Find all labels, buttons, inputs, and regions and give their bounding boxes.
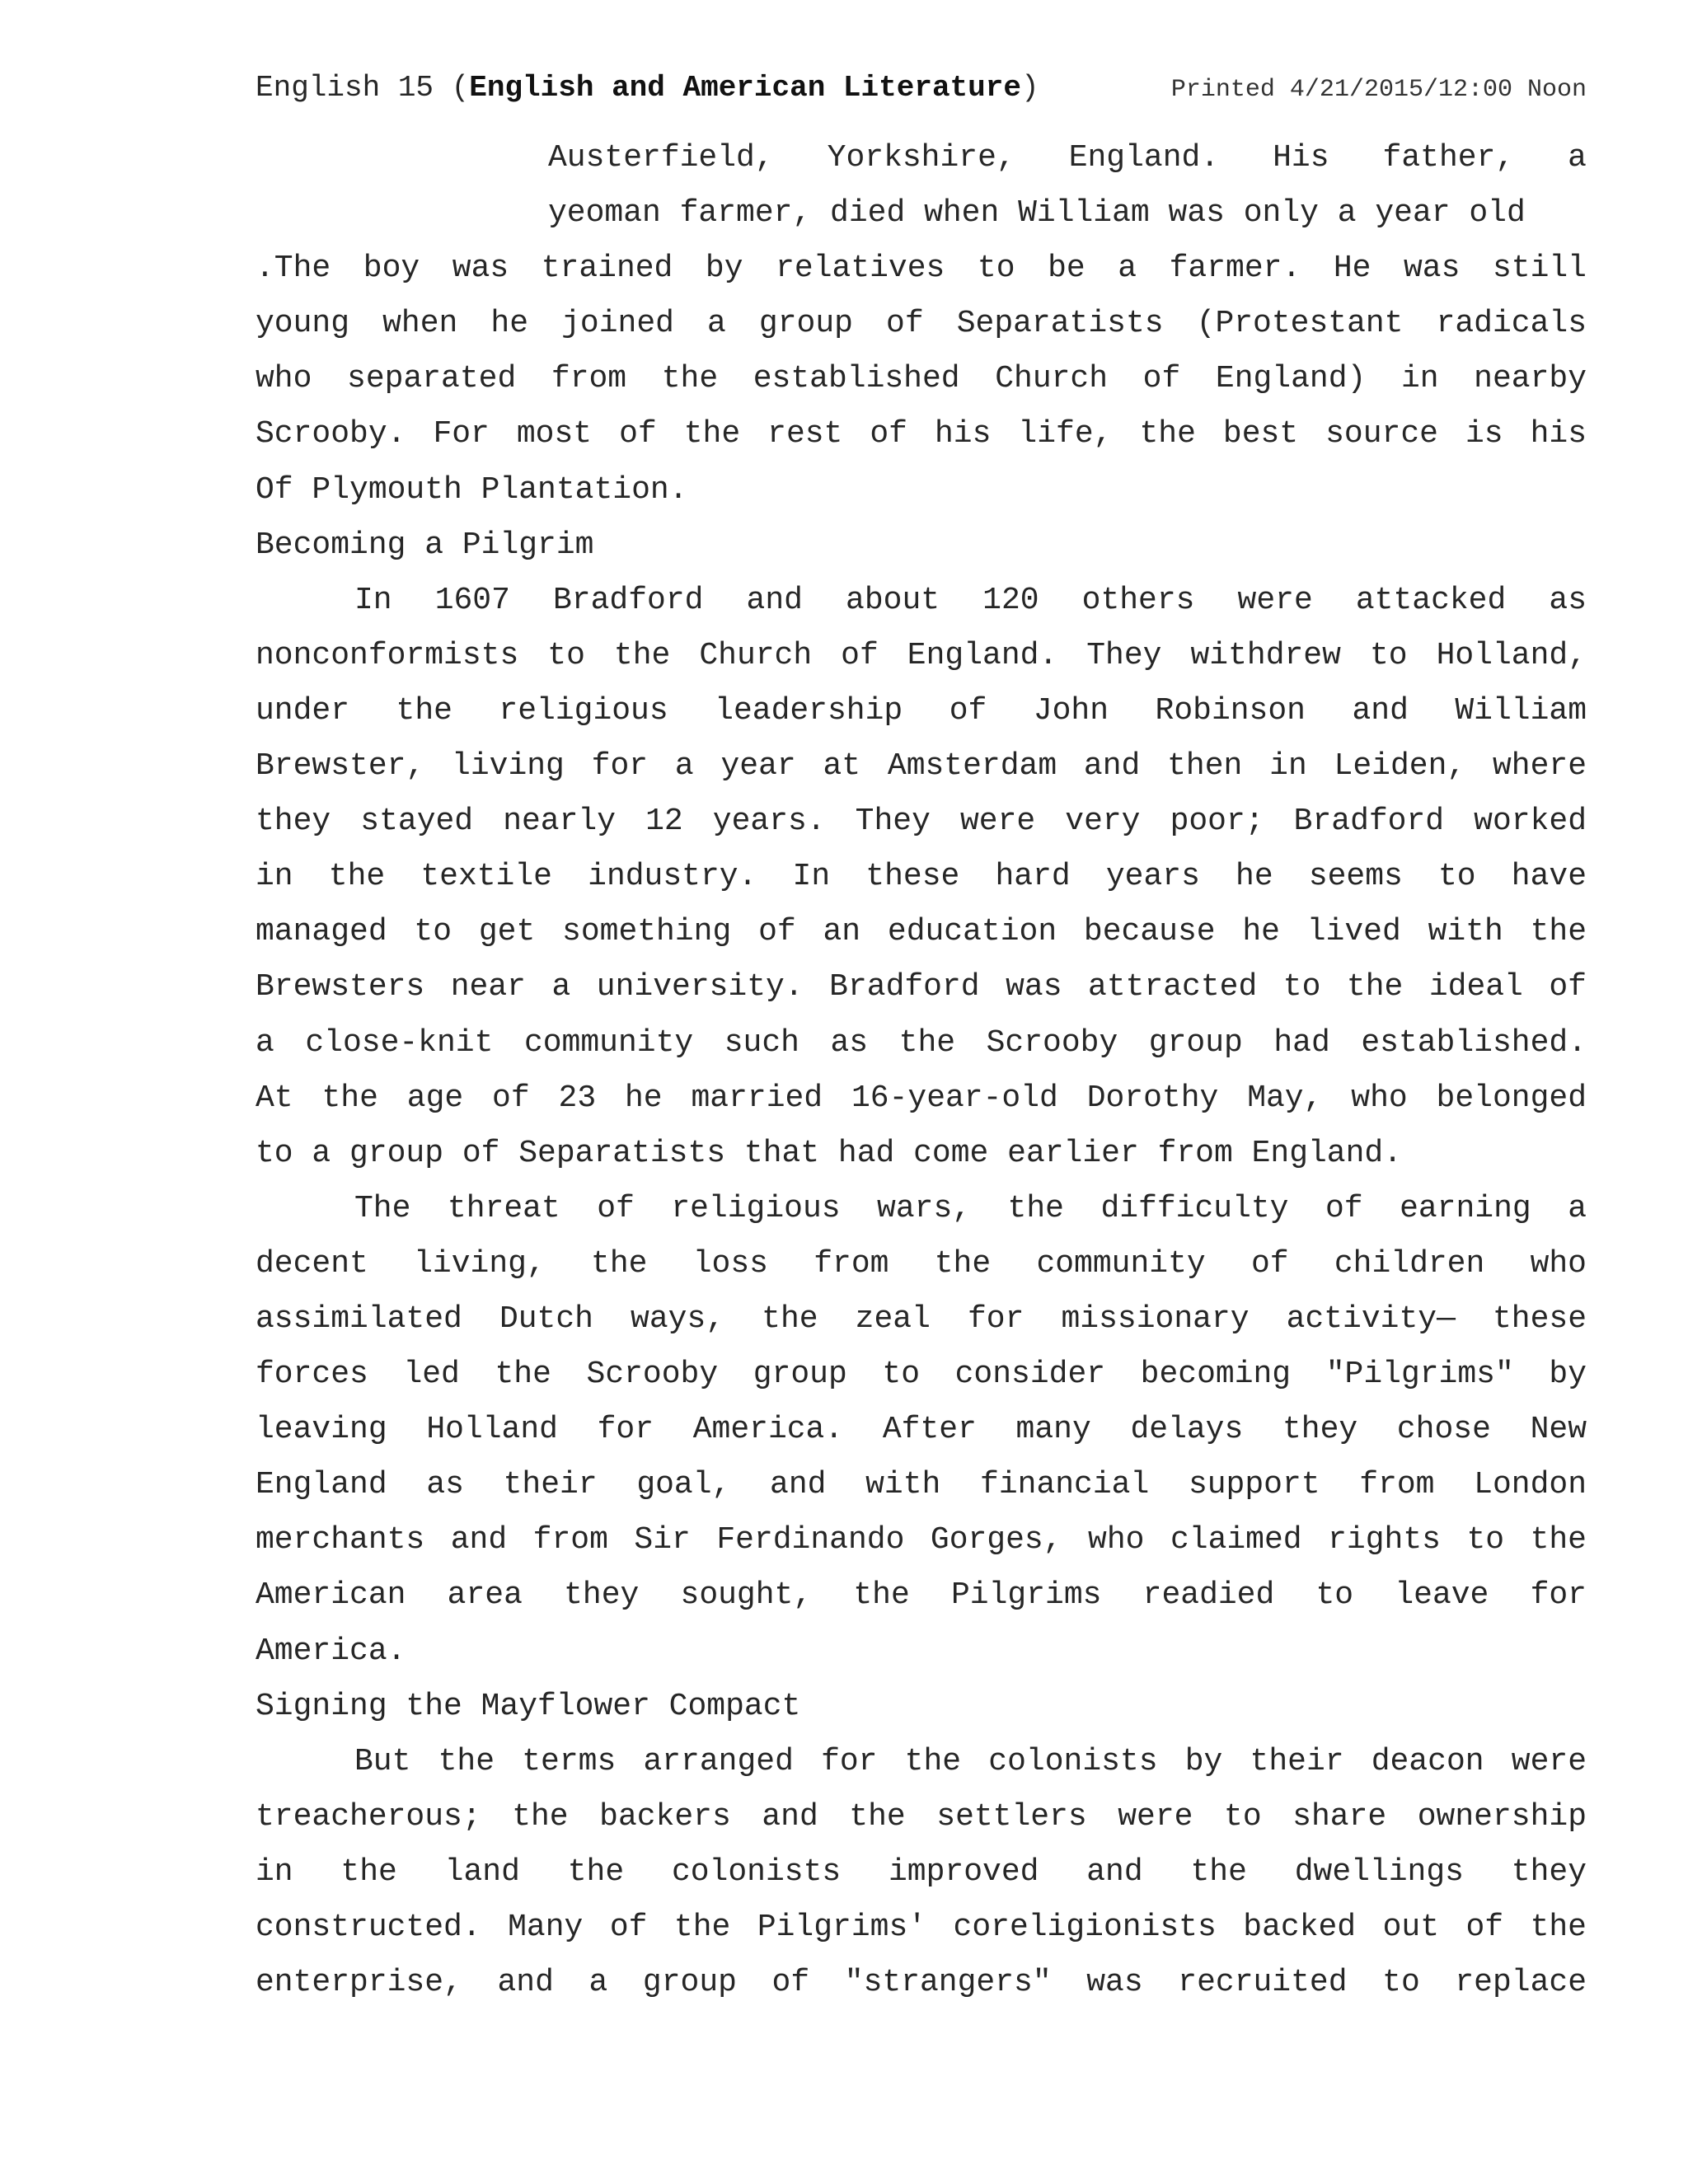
text-line: they stayed nearly 12 years. They were very poor; Bradford worked [256, 804, 1587, 840]
course-label-close: ) [1020, 71, 1039, 105]
text-line: a close-knit community such as the Scrooby group had established. [256, 1024, 1587, 1061]
text-line: under the religious leadership of John Robinson and William [256, 692, 1587, 729]
text-line: who separated from the established Church of England) in nearby [256, 361, 1587, 397]
text-line: managed to get something of an education because he lived with the [256, 914, 1587, 950]
print-timestamp: Printed 4/21/2015/12:00 Noon [1170, 76, 1587, 104]
text-line: Of Plymouth Plantation. [256, 471, 688, 508]
text-line: nonconformists to the Church of England. They withdrew to Holland, [256, 637, 1587, 673]
text-line: Brewster, living for a year at Amsterdam and then in Leiden, where [256, 748, 1587, 785]
section-heading: Becoming a Pilgrim [256, 527, 594, 563]
course-title [256, 68, 1039, 109]
page-header [256, 68, 1587, 109]
text-line: But the terms arranged for the colonists by their deacon were [354, 1743, 1587, 1779]
text-line: At the age of 23 he married 16-year-old Dorothy May, who belonged [256, 1080, 1587, 1116]
text-line: treacherous; the backers and the settlers were to share ownership [256, 1798, 1587, 1835]
text-line: young when he joined a group of Separatists (Protestant radicals [256, 306, 1587, 342]
text-line: decent living, the loss from the community of children who [256, 1245, 1587, 1282]
text-line: merchants and from Sir Ferdinando Gorges, who claimed rights to the [256, 1522, 1587, 1558]
text-line: assimilated Dutch ways, the zeal for missionary activity— these [256, 1301, 1587, 1337]
text-line: American area they sought, the Pilgrims readied to leave for [256, 1577, 1587, 1614]
document-body [256, 130, 1587, 2010]
text-line: to a group of Separatists that had come earlier from England. [256, 1135, 1403, 1171]
text-line: in the land the colonists improved and the dwellings they [256, 1854, 1587, 1890]
text-line: Austerfield, Yorkshire, England. His father, a [548, 140, 1587, 176]
course-subtitle: English and American Literature [469, 71, 1021, 105]
text-line: In 1607 Bradford and about 120 others were attacked as [354, 582, 1587, 618]
text-line: Brewsters near a university. Bradford was attracted to the ideal of [256, 969, 1587, 1005]
text-line: America. [256, 1633, 406, 1669]
text-line: enterprise, and a group of "strangers" was recruited to replace [256, 1965, 1587, 2001]
text-line: in the textile industry. In these hard years he seems to have [256, 859, 1587, 895]
text-line: England as their goal, and with financial support from London [256, 1467, 1587, 1503]
text-line: constructed. Many of the Pilgrims' coreligionists backed out of the [256, 1910, 1587, 1945]
text-line: .The boy was trained by relatives to be a farmer. He was still [256, 251, 1587, 287]
text-line: forces led the Scrooby group to consider becoming "Pilgrims" by [256, 1357, 1587, 1393]
text-line: yeoman farmer, died when William was only a year old [548, 195, 1526, 232]
course-label: English 15 ( [256, 71, 470, 105]
text-line: Scrooby. For most of the rest of his life, the best source is his [256, 416, 1587, 452]
text-line: The threat of religious wars, the difficulty of earning a [354, 1190, 1587, 1226]
text-line: leaving Holland for America. After many delays they chose New [256, 1412, 1587, 1448]
section-heading: Signing the Mayflower Compact [256, 1688, 801, 1724]
